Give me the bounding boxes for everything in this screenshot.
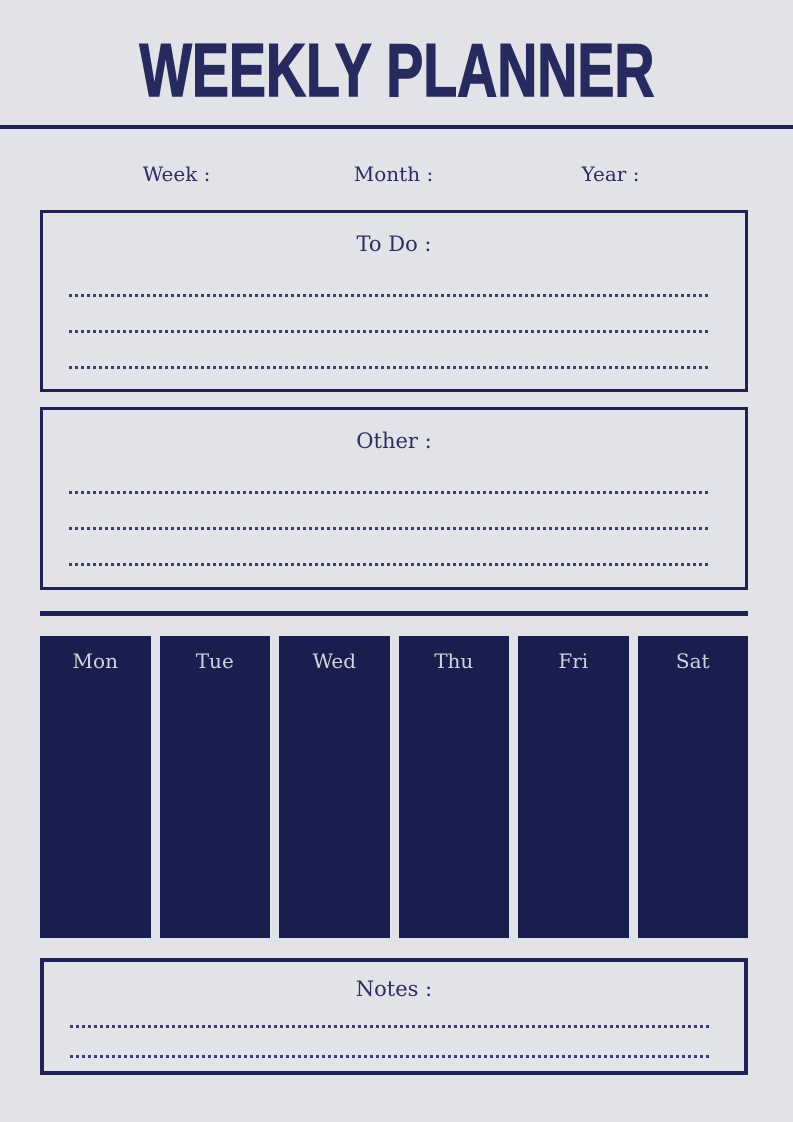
notes-lines (44, 1025, 744, 1058)
ruled-dotted-line (70, 1025, 710, 1028)
notes-section (40, 958, 748, 1075)
other-lines (43, 491, 745, 566)
ruled-dotted-line (69, 491, 711, 494)
day-column (160, 636, 271, 938)
other-heading: Other : (356, 429, 432, 453)
meta-row (68, 162, 719, 186)
todo-heading: To Do : (356, 232, 432, 256)
day-label: Wed (312, 649, 357, 673)
day-column (518, 636, 629, 938)
day-label: Tue (195, 649, 234, 673)
week-label: Week : (142, 162, 211, 186)
day-label: Mon (72, 649, 118, 673)
day-column (638, 636, 749, 938)
ruled-dotted-line (70, 1055, 710, 1058)
ruled-dotted-line (69, 563, 711, 566)
todo-lines (43, 294, 745, 369)
day-columns (40, 636, 748, 938)
other-section (40, 407, 748, 590)
day-column (279, 636, 390, 938)
page-title: WEEKLY PLANNER (138, 28, 654, 112)
day-column (399, 636, 510, 938)
ruled-dotted-line (69, 330, 711, 333)
content (40, 210, 748, 1075)
ruled-dotted-line (69, 366, 711, 369)
header-rule (0, 125, 793, 129)
month-label: Month : (353, 162, 434, 186)
todo-section (40, 210, 748, 392)
header (0, 0, 793, 112)
notes-heading: Notes : (355, 977, 433, 1001)
ruled-dotted-line (69, 527, 711, 530)
day-label: Fri (558, 649, 589, 673)
day-label: Thu (434, 649, 474, 673)
day-column (40, 636, 151, 938)
week-divider (40, 611, 748, 616)
year-label: Year : (581, 162, 640, 186)
ruled-dotted-line (69, 294, 711, 297)
day-label: Sat (675, 649, 710, 673)
